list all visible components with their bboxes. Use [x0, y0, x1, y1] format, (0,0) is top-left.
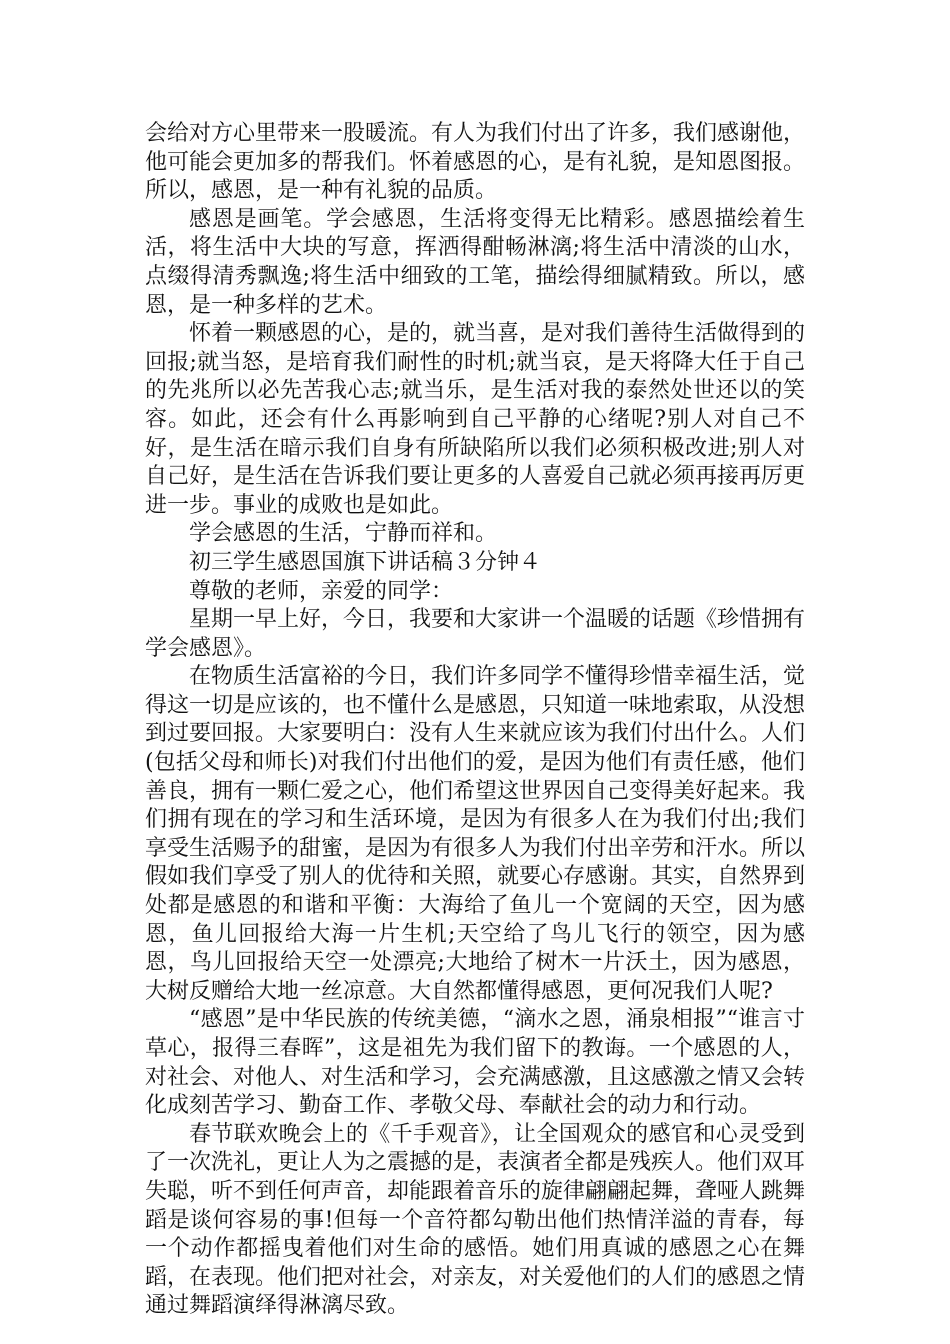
- paragraph-9: “感恩”是中华民族的传统美德，“滴水之恩，涌泉相报”“谁言寸草心，报得三春晖”，这是祖先为我们留下的教诲。一个感恩的人，对社会、对他人、对生活和学习，会充满感激，且这感激之情又会转化成刻苦学习、勤奋工作、孝敬父母、奉献社会的动力和行动。: [145, 1007, 806, 1119]
- paragraph-3: 怀着一颗感恩的心，是的，就当喜，是对我们善待生活做得到的回报;就当怒，是培育我们耐性的时机;就当哀，是天将降大任于自己的先兆所以必先苦我心志;就当乐，是生活对我的泰然处世还以的笑容。如此，还会有什么再影响到自己平静的心绪呢?别人对自己不好，是生活在暗示我们自身有所缺陷所以我们必须积极改进;别人对自己好，是生活在告诉我们要让更多的人喜爱自己就必须再接再厉更进一步。事业的成败也是如此。: [145, 321, 806, 518]
- paragraph-4: 学会感恩的生活，宁静而祥和。: [189, 521, 498, 547]
- salutation: 尊敬的老师，亲爱的同学：: [189, 578, 454, 604]
- paragraph-7: 星期一早上好，今日，我要和大家讲一个温暖的话题《珍惜拥有学会感恩》。: [145, 607, 806, 661]
- section-title: 初三学生感恩国旗下讲话稿３分钟４: [189, 549, 542, 575]
- paragraph-10: 春节联欢晚会上的《千手观音》，让全国观众的感官和心灵受到了一次洗礼，更让人为之震撼的是，表演者全都是残疾人。他们双耳失聪，听不到任何声音，却能跟着音乐的旋律翩翩起舞，聋哑人跳舞蹈是谈何容易的事!但每一个音符都勾勒出他们热情洋溢的青春，每一个动作都摇曳着他们对生命的感悟。她们用真诚的感恩之心在舞蹈，在表现。他们把对社会，对亲友，对关爱他们的人们的感恩之情通过舞蹈演绎得淋漓尽致。: [145, 1121, 806, 1319]
- paragraph-1: 会给对方心里带来一股暖流。有人为我们付出了许多，我们感谢他，他可能会更加多的帮我们。怀着感恩的心，是有礼貌，是知恩图报。所以，感恩，是一种有礼貌的品质。: [145, 121, 806, 204]
- paragraph-2: 感恩是画笔。学会感恩，生活将变得无比精彩。感恩描绘着生活，将生活中大块的写意，挥洒得酣畅淋漓;将生活中清淡的山水，点缀得清秀飘逸;将生活中细致的工笔，描绘得细腻精致。所以，感恩，是一种多样的艺术。: [145, 206, 805, 318]
- document-page: [145, 120, 805, 1321]
- paragraph-8: 在物质生活富裕的今日，我们许多同学不懂得珍惜幸福生活，觉得这一切是应该的，也不懂什么是感恩，只知道一味地索取，从没想到过要回报。大家要明白：没有人生来就应该为我们付出什么。人们(包括父母和师长)对我们付出他们的爱，是因为他们有责任感，他们善良，拥有一颗仁爱之心，他们希望这世界因自己变得美好起来。我们拥有现在的学习和生活环境，是因为有很多人在为我们付出;我们享受生活赐予的甜蜜，是因为有很多人为我们付出辛劳和汗水。所以假如我们享受了别人的优待和关照，就要心存感谢。其实，自然界到处都是感恩的和谐和平衡：大海给了鱼儿一个宽阔的天空，因为感恩，鱼儿回报给大海一片生机;天空给了鸟儿飞行的领空，因为感恩，鸟儿回报给天空一处漂亮;大地给了树木一片沃土，因为感恩，大树反赠给大地一丝凉意。大自然都懂得感恩，更何况我们人呢?: [145, 664, 806, 1004]
